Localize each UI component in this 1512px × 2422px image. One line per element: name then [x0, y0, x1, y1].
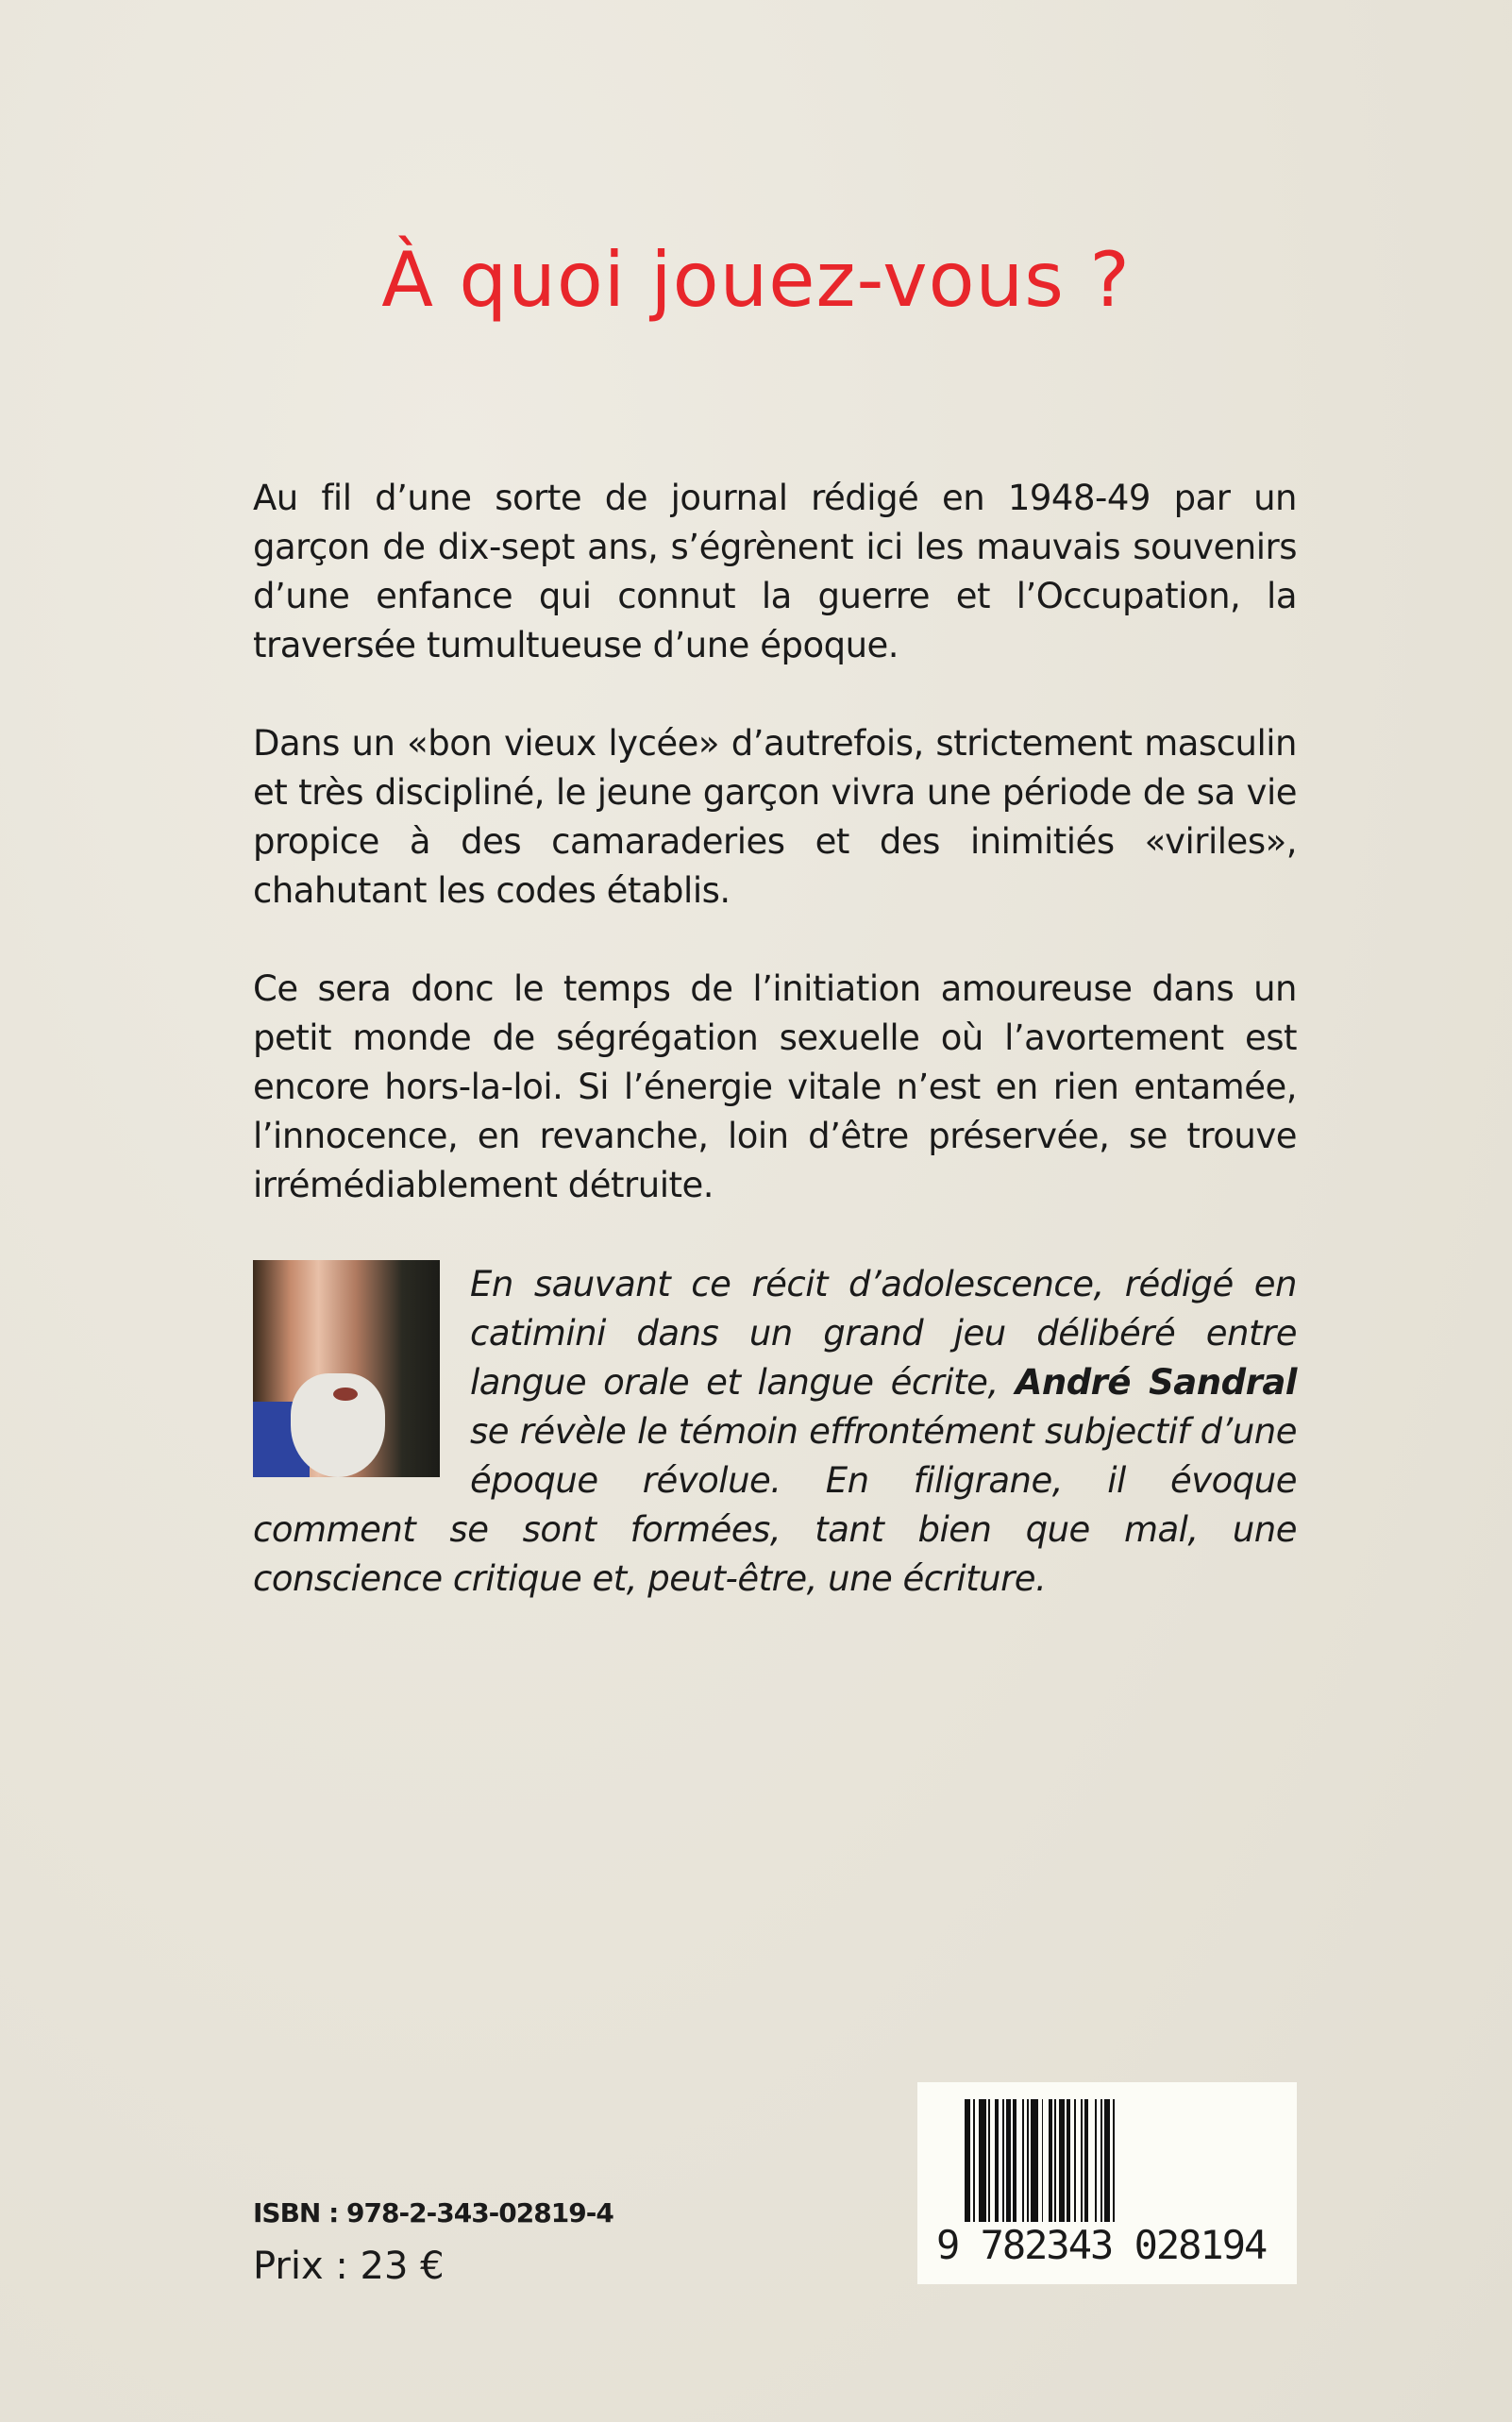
author-name: André Sandral — [1015, 1362, 1297, 1403]
isbn: ISBN : 978-2-343-02819-4 — [253, 2197, 613, 2229]
price: Prix : 23 € — [253, 2245, 445, 2288]
blurb — [253, 474, 1297, 1259]
author-bio — [253, 1260, 1297, 1604]
blurb-paragraph-3: Ce sera donc le temps de l’initiation amoureuse dans un petit monde de ségrégation sexuelle où l’avortement est encore hors-la-loi. Si l’énergie vitale n’est en rien entamée, l’innocence, en revanche, loin d’être préservée, se trouve irrémédiablement détruite. — [253, 968, 1297, 1205]
blurb-paragraph-2: Dans un «bon vieux lycée» d’autrefois, strictement masculin et très discipliné, le jeune garçon vivra une période de sa vie propice à des camaraderies et des inimitiés «viriles», chahutant les codes établis. — [253, 723, 1297, 911]
bio-text-after: se révèle le témoin effrontément subjectif d’une époque révolue. En filigrane, il évoque comment se sont formées, tant bien que mal, une conscience critique et, peut-être, une écriture. — [253, 1411, 1297, 1599]
barcode — [917, 2082, 1297, 2284]
bio-text-before: En sauvant ce récit d’adolescence, rédigé en catimini dans un grand jeu délibéré entre langue orale et langue écrite, — [470, 1264, 1297, 1403]
author-photo — [253, 1260, 440, 1477]
barcode-digits: 9 782343 028194 — [932, 2222, 1289, 2268]
book-title: À quoi jouez-vous ? — [381, 236, 1131, 324]
blurb-paragraph-1: Au fil d’une sorte de journal rédigé en 1948-49 par un garçon de dix-sept ans, s’égrènent ici les mauvais souvenirs d’une enfance qui connut la guerre et l’Occupation, la traversée tumultueuse d’une époque. — [253, 478, 1297, 665]
